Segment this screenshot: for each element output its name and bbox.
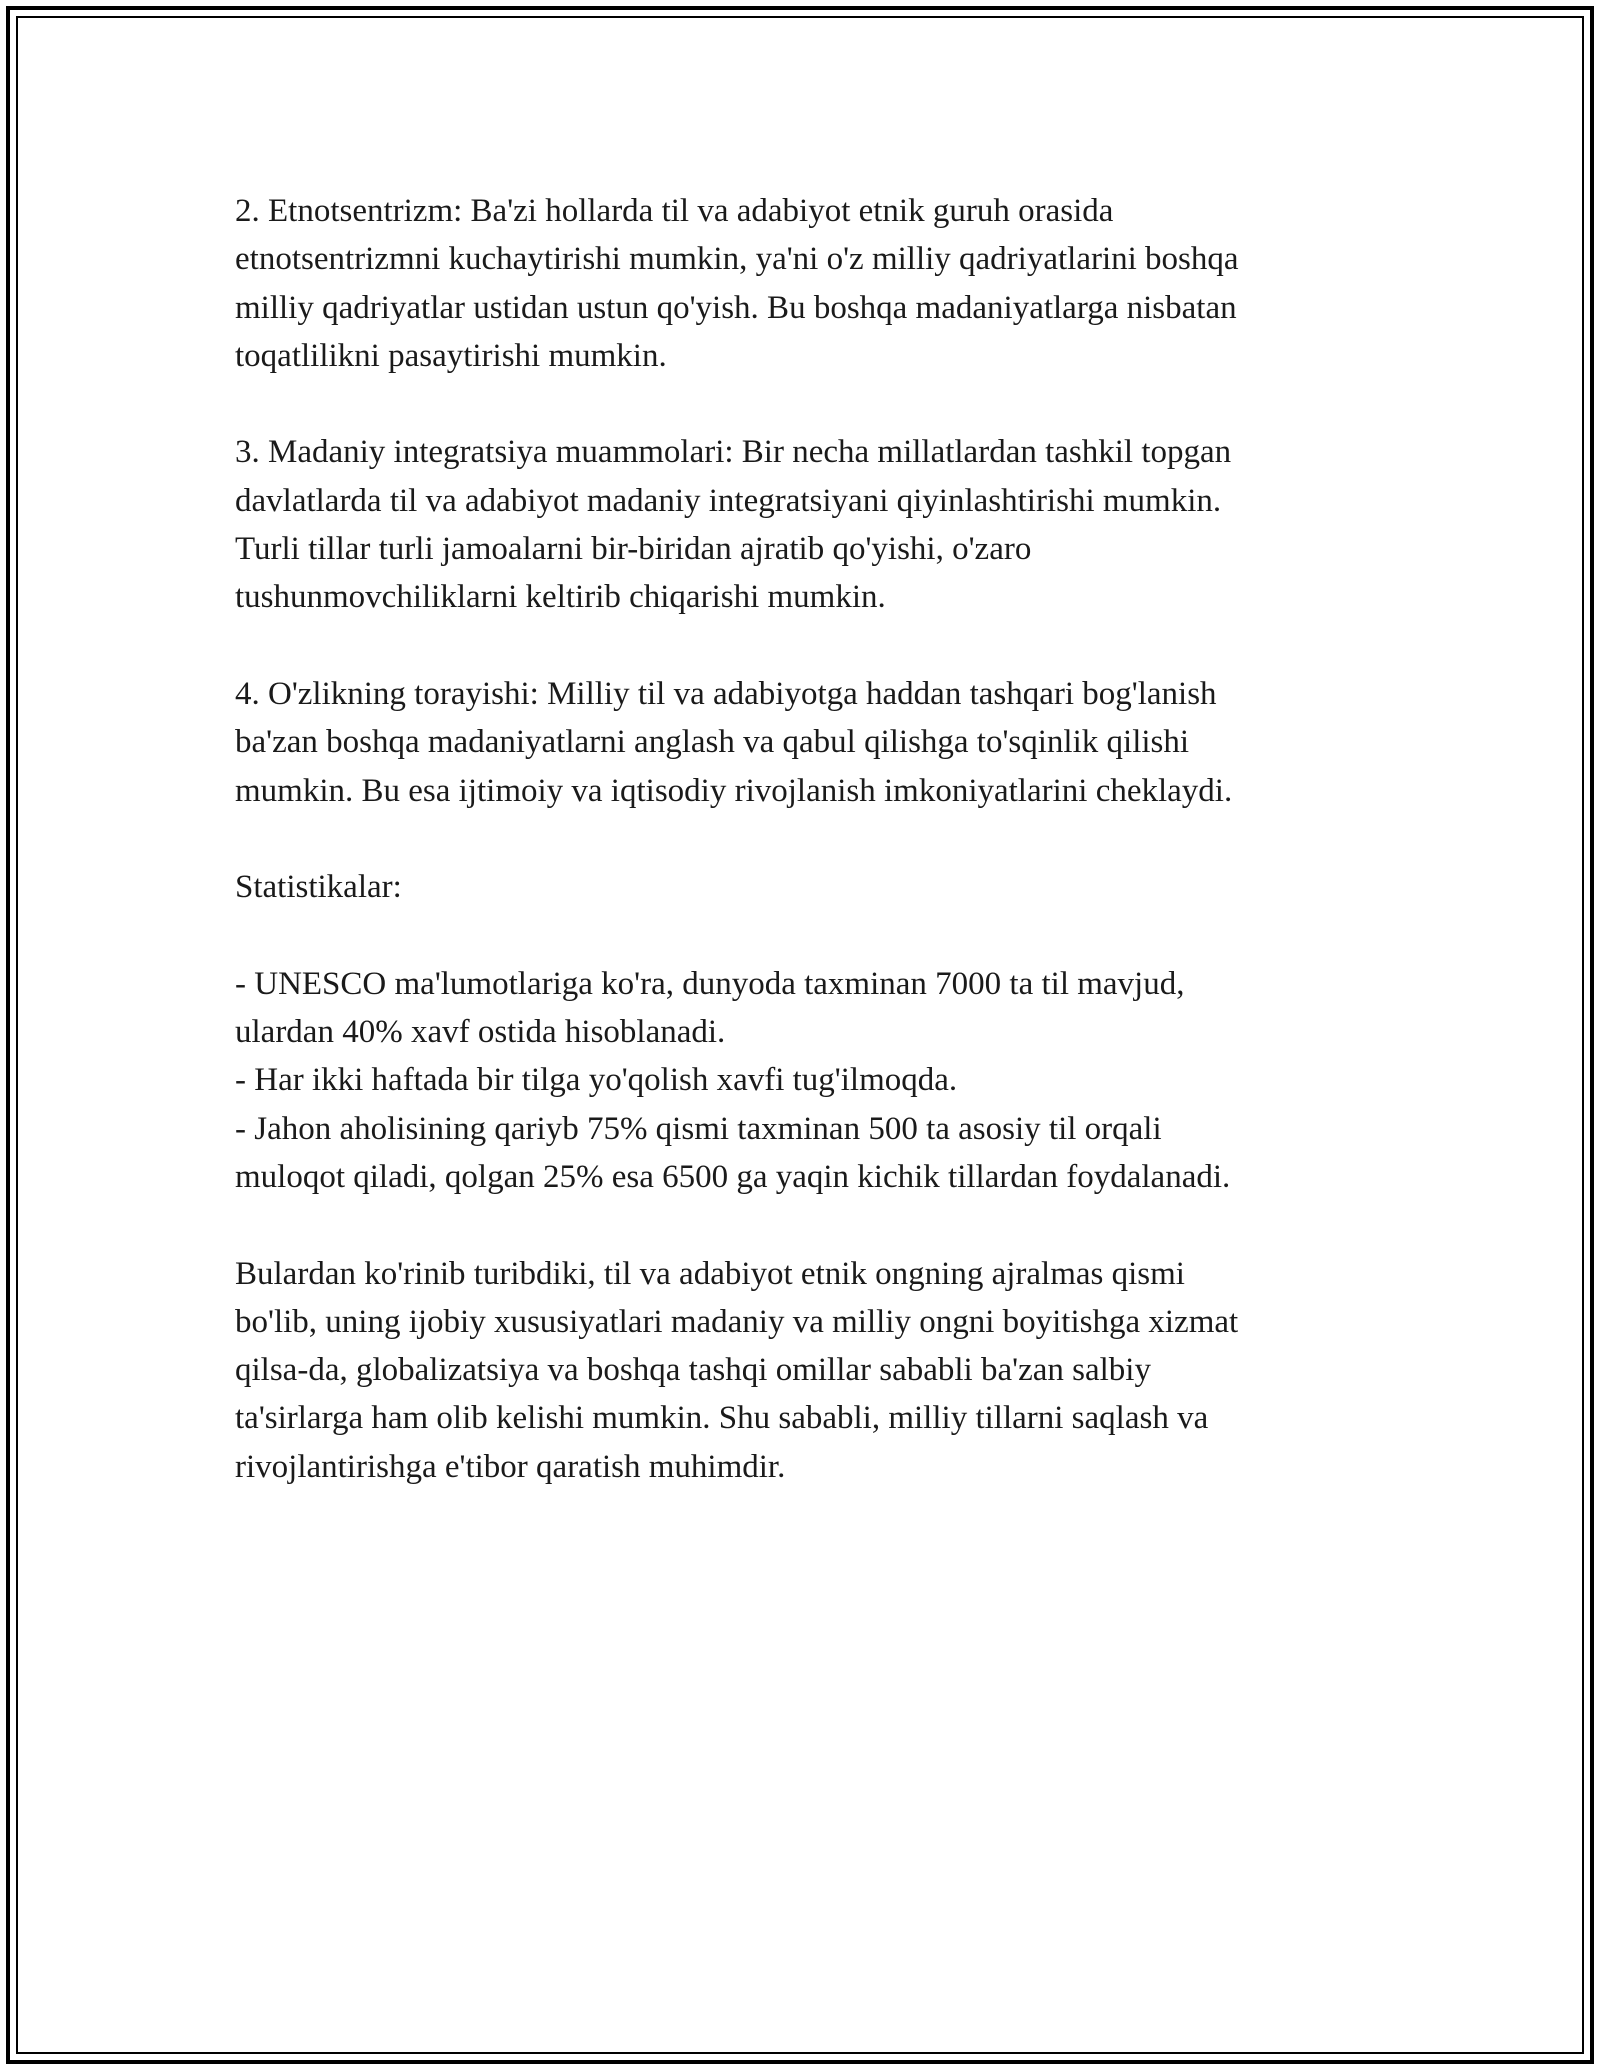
paragraph-cultural-integration: 3. Madaniy integratsiya muammolari: Bir necha millatlardan tashkil topgan davlatlarda til va adabiyot madaniy integratsiyani qiyinlashtirishi mumkin. Turli tillar turli jamoalarni bir-biridan ajratib qo'yishi, o'zaro tushunmovchiliklarni keltirib chiqarishi mumkin. xyxy=(235,434,1232,616)
paragraph-conclusion: Bulardan ko'rinib turibdiki, til va adabiyot etnik ongning ajralmas qismi bo'lib, uning ijobiy xususiyatlari madaniy va milliy ongni boyitishga xizmat qilsa-da, globalizatsiya va boshqa tashqi omillar sababli ba'zan salbiy ta'sirlarga ham olib kelishi mumkin. Shu sababli, milliy tillarni saqlash va rivojlantirishga e'tibor qaratish muhimdir. xyxy=(235,1255,1239,1485)
paragraph-ethnocentrism: 2. Etnotsentrizm: Ba'zi hollarda til va adabiyot etnik guruh orasida etnotsentrizmni kuchaytirishi mumkin, ya'ni o'z milliy qadriyatlarini boshqa milliy qadriyatlar ustidan ustun qo'yish. Bu boshqa madaniyatlarga nisbatan toqatlilikni pasaytirishi mumkin. xyxy=(235,193,1239,374)
statistics-list xyxy=(235,960,1365,1201)
statistics-heading: Statistikalar: xyxy=(235,869,402,906)
paragraph-identity-narrowing: 4. O'zlikning torayishi: Milliy til va adabiyotga haddan tashqari bog'lanish ba'zan boshqa madaniyatlarni anglash va qabul qilishga to'sqinlik qilishi mumkin. Bu esa ijtimoiy va iqtisodiy rivojlanish imkoniyatlarini cheklaydi. xyxy=(235,675,1233,809)
document-body xyxy=(235,187,1365,1539)
list-item: - UNESCO ma'lumotlariga ko'ra, dunyoda taxminan 7000 ta til mavjud, ulardan 40% xavf ostida hisoblanadi. xyxy=(235,965,1185,1051)
list-item: - Jahon aholisining qariyb 75% qismi taxminan 500 ta asosiy til orqali muloqot qiladi, qolgan 25% esa 6500 ga yaqin kichik tillardan foydalanadi. xyxy=(235,1110,1231,1195)
list-item: - Har ikki haftada bir tilga yo'qolish xavfi tug'ilmoqda. xyxy=(235,1062,958,1099)
